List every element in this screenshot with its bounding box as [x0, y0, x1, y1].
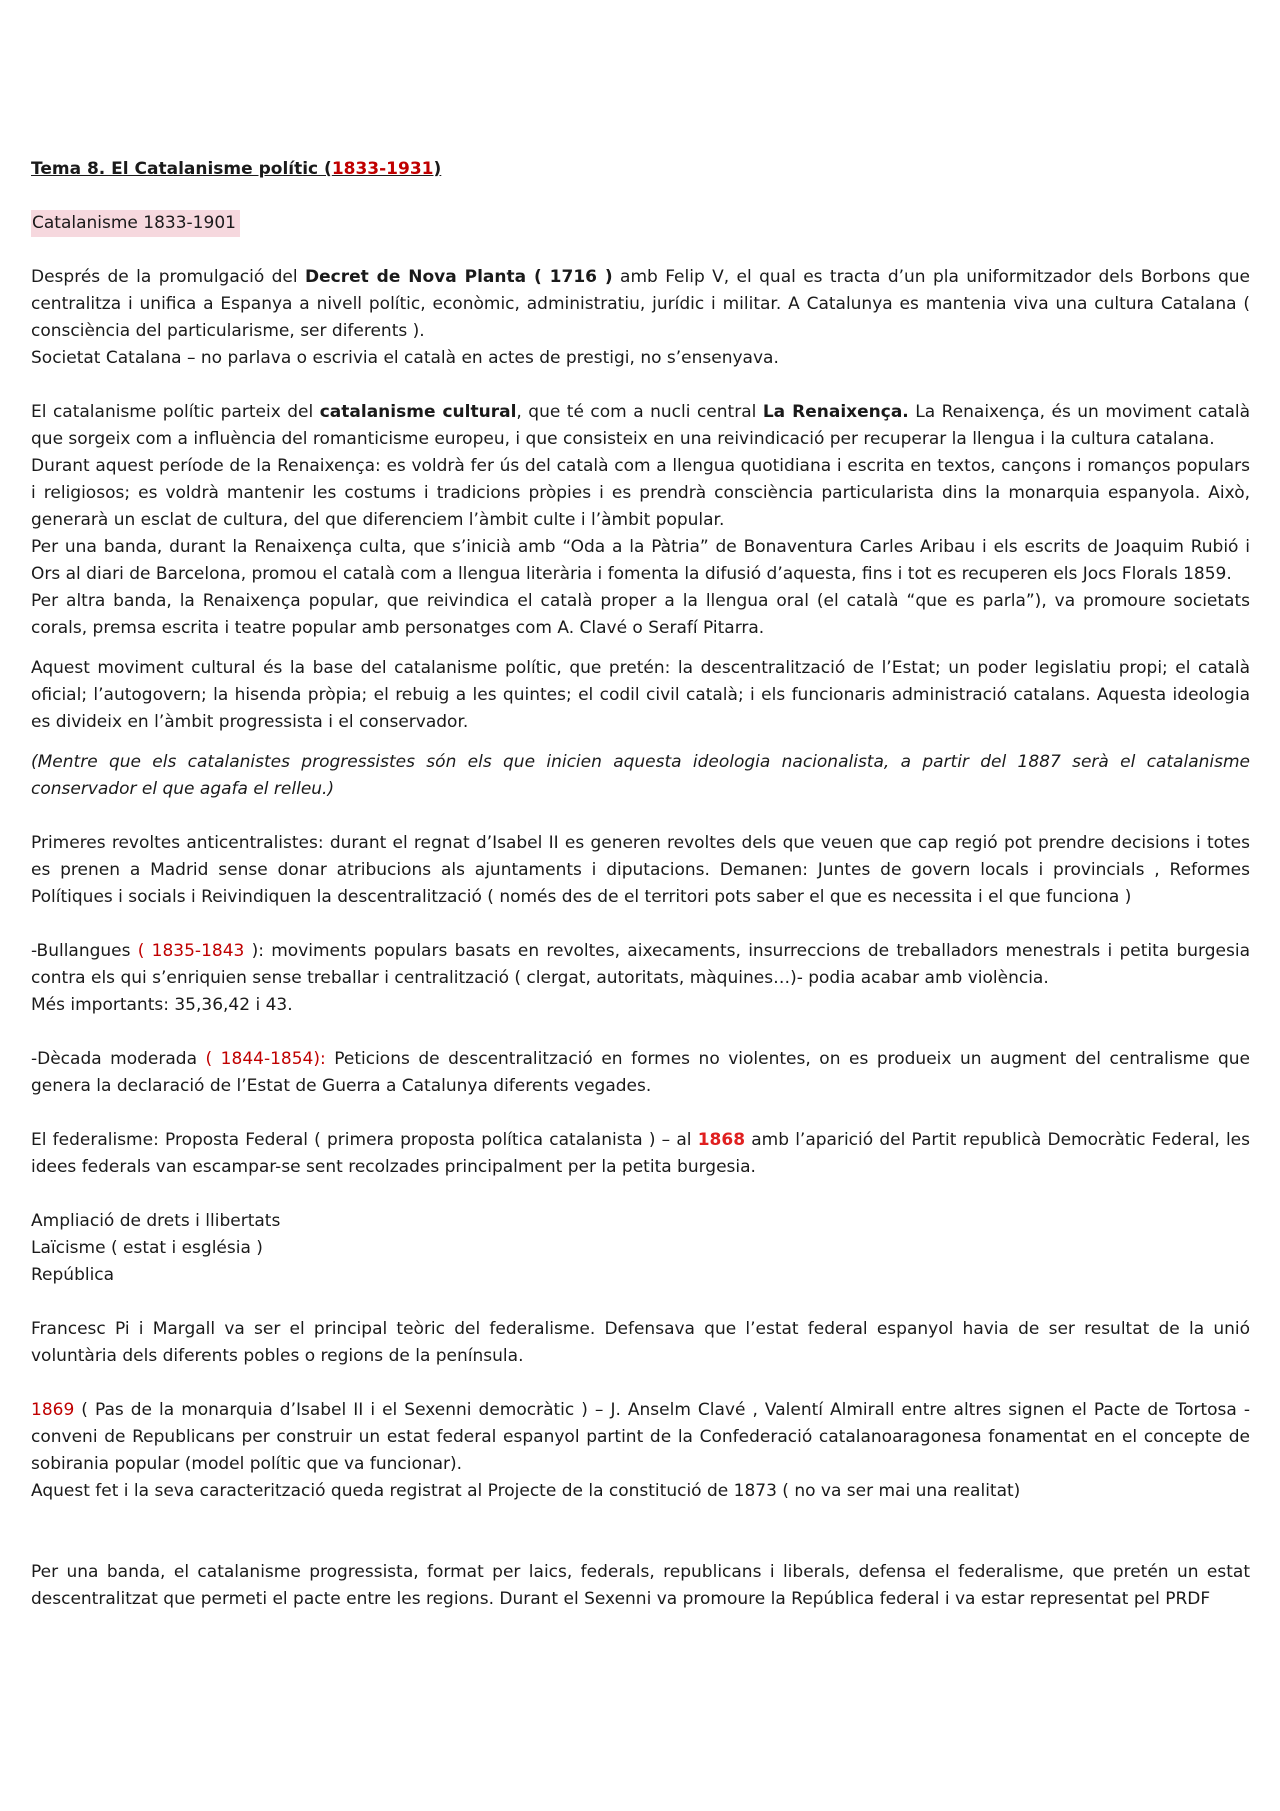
federalisme-year: 1868 [697, 1130, 746, 1150]
paragraph-renaixenca-popular: Per altra banda, la Renaixença popular, que reivindica el català proper a la llengua oral (el català “que es parla”), va promoure societats corals, premsa escrita i teatre popular amb personatges com A. Clavé o Serafí Pitarra. [31, 591, 1250, 638]
list-item: Ampliació de drets i llibertats [31, 1211, 281, 1231]
section-subtitle: Catalanisme 1833-1901 [31, 210, 1250, 237]
paragraph-societat: Societat Catalana – no parlava o escrivia el català en actes de prestigi, no s’ensenyava. [31, 348, 779, 368]
paragraph-moviment-cultural: Aquest moviment cultural és la base del catalanisme polític, que pretén: la descentralització de l’Estat; un poder legislatiu propi; el català oficial; l’autogovern; la hisenda pròpia; el rebuig a les quintes; el codil civil català; i els funcionaris administració catalans. Aquesta ideologia es divideix en l’àmbit progressista i el conservador. [31, 658, 1250, 732]
decada-years: ( 1844-1854): [205, 1049, 326, 1069]
paragraph-pi-margall: Francesc Pi i Margall va ser el principal teòric del federalisme. Defensava que l’estat federal espanyol havia de ser resultat de la unió voluntària dels diferents pobles o regions de la península. [31, 1319, 1250, 1366]
paragraph-renaixenca-periode: Durant aquest període de la Renaixença: es voldrà fer ús del català com a llengua quotidiana i escrita en textos, cançons i romanços populars i religiosos; es voldrà mantenir les costums i tradicions pròpies i es prendrà consciència particularista dins la monarquia espanyola. Això, generarà un esclat de cultura, del que diferenciem l’àmbit culte i l’àmbit popular. [31, 456, 1250, 530]
paragraph-progressistes-note: (Mentre que els catalanistes progressistes són els que inicien aquesta ideologia nacionalista, a partir del 1887 serà el catalanisme conservador el que agafa el relleu.) [31, 752, 1250, 799]
paragraph-decada-moderada: -Dècada moderada ( 1844-1854): Peticions de descentralització en formes no violentes, on es produeix un augment del centralisme que genera la declaració de l’Estat de Guerra a Catalunya diferents vegades. [31, 1049, 1251, 1096]
bullangues-years: ( 1835-1843 [137, 941, 252, 961]
page-title: Tema 8. El Catalanisme polític (1833-1931) [31, 159, 442, 179]
paragraph-nova-planta: Després de la promulgació del Decret de Nova Planta ( 1716 ) amb Felip V, el qual es tracta d’un pla uniformitzador dels Borbons que centralitza i unifica a Espanya a nivell polític, econòmic, administratiu, jurídic i militar. A Catalunya es mantenia viva una cultura Catalana ( consciència del particularisme, ser diferents ). [31, 267, 1250, 341]
paragraph-catalanisme-progressista: Per una banda, el catalanisme progressista, format per laics, federals, republicans i liberals, defensa el federalisme, que pretén un estat descentralitzat que permeti el pacte entre les regions. Durant el Sexenni va promoure la República federal i va estar representat pel PRDF [31, 1562, 1250, 1609]
paragraph-revoltes: Primeres revoltes anticentralistes: durant el regnat d’Isabel II es generen revoltes dels que veuen que cap regió pot prendre decisions i totes es prenen a Madrid sense donar atribucions als ajuntaments i diputacions. Demanen: Juntes de govern locals i provincials , Reformes Polítiques i socials i Reivindiquen la descentralització ( només des de el territori pots saber el que es necessita i el que funciona ) [31, 833, 1250, 907]
title-years: 1833-1931 [331, 159, 434, 179]
paragraph-bullangues: -Bullangues ( 1835-1843 ): moviments populars basats en revoltes, aixecaments, insurreccions de treballadors menestrals i petita burgesia contra els qui s’enriquien sense treballar i centralització ( clergat, autoritats, màquines…)- podia acabar amb violència. [31, 941, 1250, 988]
paragraph-mes-importants: Més importants: 35,36,42 i 43. [31, 995, 293, 1015]
paragraph-renaixenca-culta: Per una banda, durant la Renaixença culta, que s’inicià amb “Oda a la Pàtria” de Bonaventura Carles Aribau i els escrits de Joaquim Rubió i Ors al diari de Barcelona, promou el català com a llengua literària i fomenta la difusió d’aquesta, fins i tot es recuperen els Jocs Florals 1859. [31, 537, 1250, 584]
pacte-year: 1869 [31, 1400, 75, 1420]
paragraph-pacte-tortosa: 1869 ( Pas de la monarquia d’Isabel II i el Sexenni democràtic ) – J. Anselm Clavé , Valentí Almirall entre altres signen el Pacte de Tortosa - conveni de Republicans per construir un estat federal espanyol partint de la Confederació catalanoaragonesa fonamentat en el concepte de sobirania popular (model polític que va funcionar). [31, 1400, 1250, 1474]
paragraph-catalanisme-cultural: El catalanisme polític parteix del catalanisme cultural, que té com a nucli central La Renaixença. La Renaixença, és un moviment català que sorgeix com a influència del romanticisme europeu, i que consisteix en una reivindicació per recuperar la llengua i la cultura catalana. [31, 402, 1251, 449]
list-item: Laïcisme ( estat i església ) [31, 1238, 263, 1258]
paragraph-projecte-constitucio: Aquest fet i la seva caracterització queda registrat al Projecte de la constitució de 1873 ( no va ser mai una realitat) [31, 1481, 1021, 1501]
list-item: República [31, 1265, 115, 1285]
paragraph-federalisme: El federalisme: Proposta Federal ( primera proposta política catalanista ) – al 1868 amb l’aparició del Partit republicà Democràtic Federal, les idees federals van escampar-se sent recolzades principalment per la petita burgesia. [31, 1130, 1250, 1177]
